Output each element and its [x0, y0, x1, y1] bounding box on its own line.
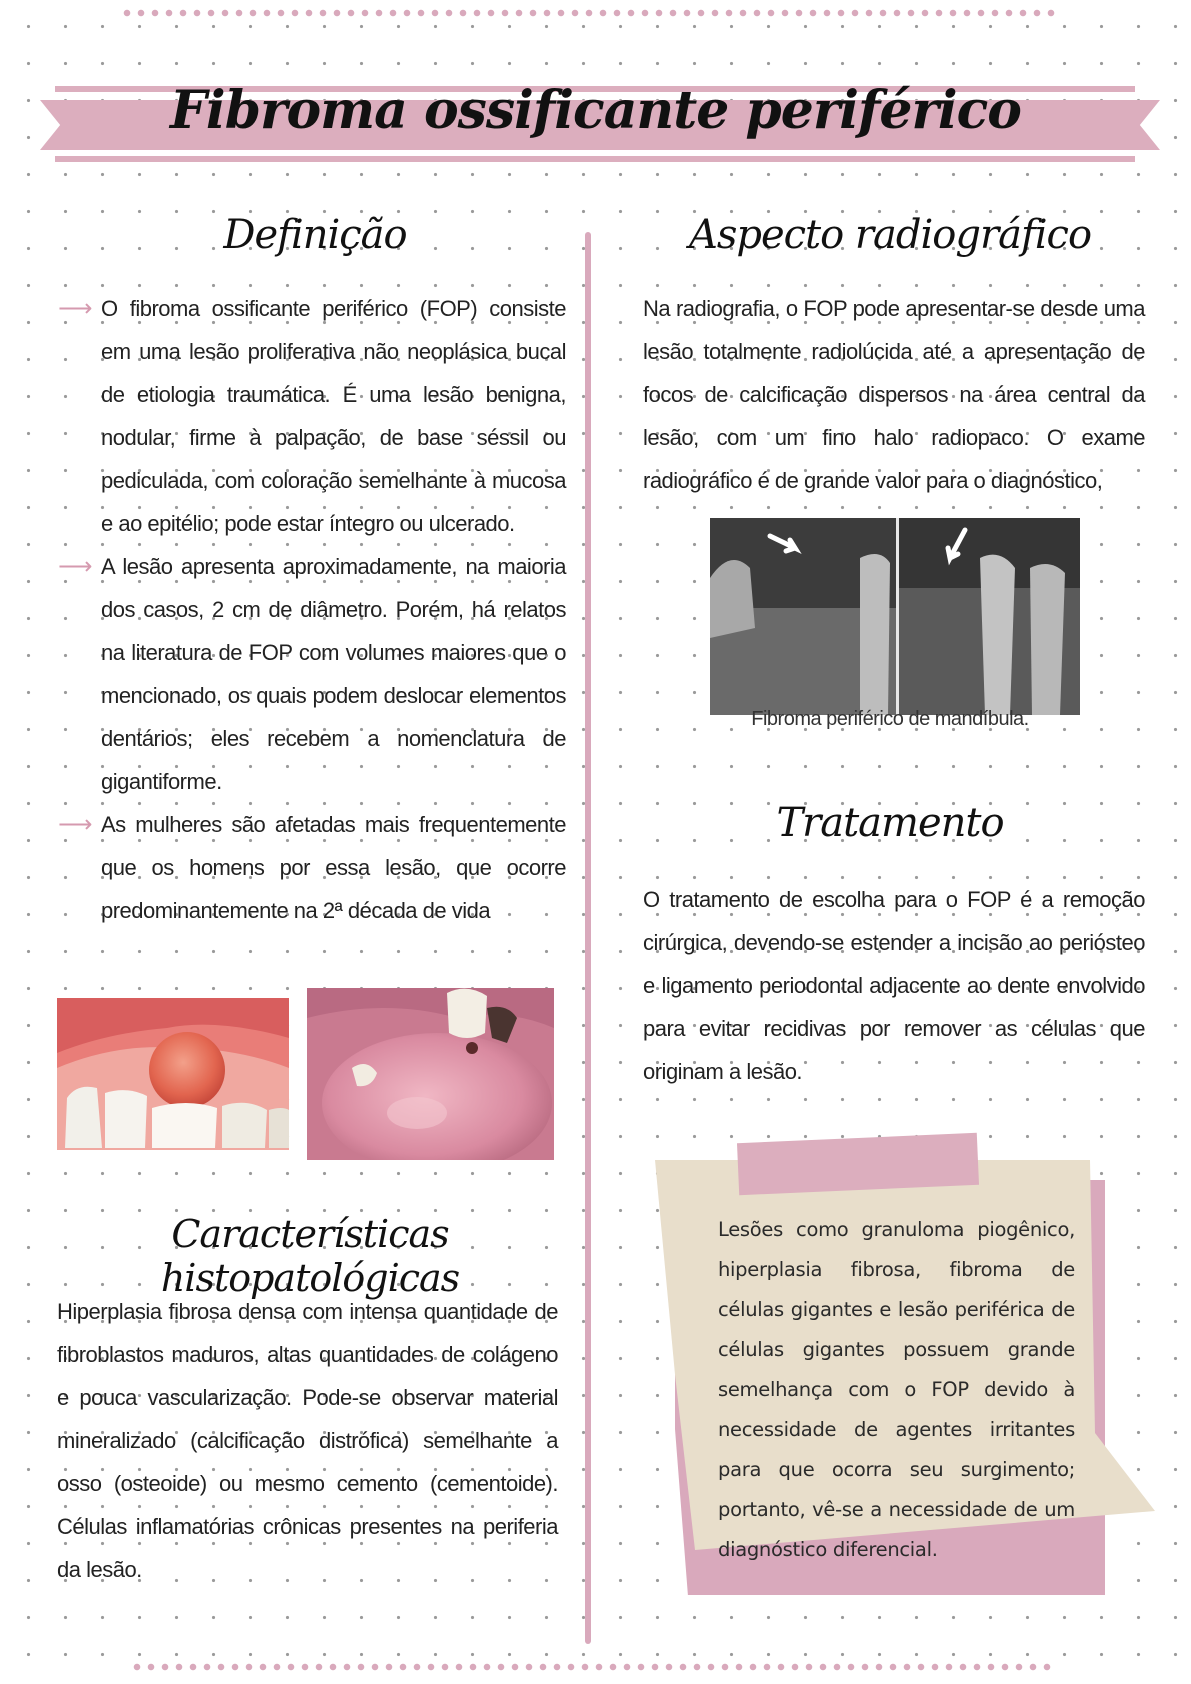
note-tape: [737, 1133, 979, 1195]
list-item: [58, 545, 566, 803]
list-item: [58, 287, 566, 545]
histopatologia-heading: Características histopatológicas: [160, 1212, 460, 1300]
banner-bottom-line: [55, 156, 1135, 162]
arrow-right-icon: ⟶: [58, 810, 92, 838]
clinical-photo-large-lesion: [307, 988, 554, 1160]
bullet-text: As mulheres são afetadas mais frequentemente que os homens por essa lesão, que ocorre predominantemente na 2ª década de vida: [101, 812, 566, 923]
radiografico-heading: Aspecto radiográfico: [688, 212, 1092, 258]
radiograph-image: [710, 518, 1080, 715]
note-text: Lesões como granuloma piogênico, hiperplasia fibrosa, fibroma de células gigantes e lesão periférica de células gigantes possuem grande semelhança com o FOP devido à necessidade de agentes irritantes para que ocorra seu surgimento; portanto, vê-se a necessidade de um diagnóstico diferencial.: [718, 1218, 1075, 1561]
tratamento-text: O tratamento de escolha para o FOP é a remoção cirúrgica, devendo-se estender a incisão ao periósteo e ligamento periodontal adjacente ao dente envolvido para evitar recidivas por remover as células que originam a lesão.: [643, 887, 1145, 1084]
column-divider: [585, 232, 591, 1644]
bottom-dotted-border: [130, 1663, 1055, 1671]
tratamento-heading: Tratamento: [776, 800, 1004, 846]
page-title: Fibroma ossificante periférico: [170, 80, 1021, 141]
list-item: [58, 803, 566, 932]
top-dotted-border: [120, 9, 1060, 17]
definicao-list: [58, 287, 566, 932]
radiograph-caption: Fibroma periférico de mandíbula.: [751, 708, 1029, 730]
bullet-text: A lesão apresenta aproximadamente, na maioria dos casos, 2 cm de diâmetro. Porém, há relatos na literatura de FOP com volumes maiores que o mencionado, os quais podem deslocar elementos dentários; eles recebem a nomenclatura de gigantiforme.: [101, 554, 566, 794]
clinical-photo-gingiva: [57, 998, 289, 1150]
histopatologia-text: Hiperplasia fibrosa densa com intensa quantidade de fibroblastos maduros, altas quantidades de colágeno e pouca vascularização. Pode-se observar material mineralizado (calcificação distrófica) semelhante a osso (osteoide) ou mesmo cemento (cementoide). Células inflamatórias crônicas presentes na periferia da lesão.: [57, 1299, 558, 1582]
radiografico-text: Na radiografia, o FOP pode apresentar-se desde uma lesão totalmente radiolúcida até a apresentação de focos de calcificação dispersos na área central da lesão, com um fino halo radiopaco. O exame radiográfico é de grande valor para o diagnóstico,: [643, 296, 1145, 493]
arrow-right-icon: ⟶: [58, 552, 92, 580]
arrow-right-icon: ⟶: [58, 294, 92, 322]
definicao-heading: Definição: [223, 212, 407, 258]
bullet-text: O fibroma ossificante periférico (FOP) consiste em uma lesão proliferativa não neoplásica bucal de etiologia traumática. É uma lesão benigna, nodular, firme à palpação, de base séssil ou pediculada, com coloração semelhante à mucosa e ao epitélio; pode estar íntegro ou ulcerado.: [101, 296, 566, 536]
